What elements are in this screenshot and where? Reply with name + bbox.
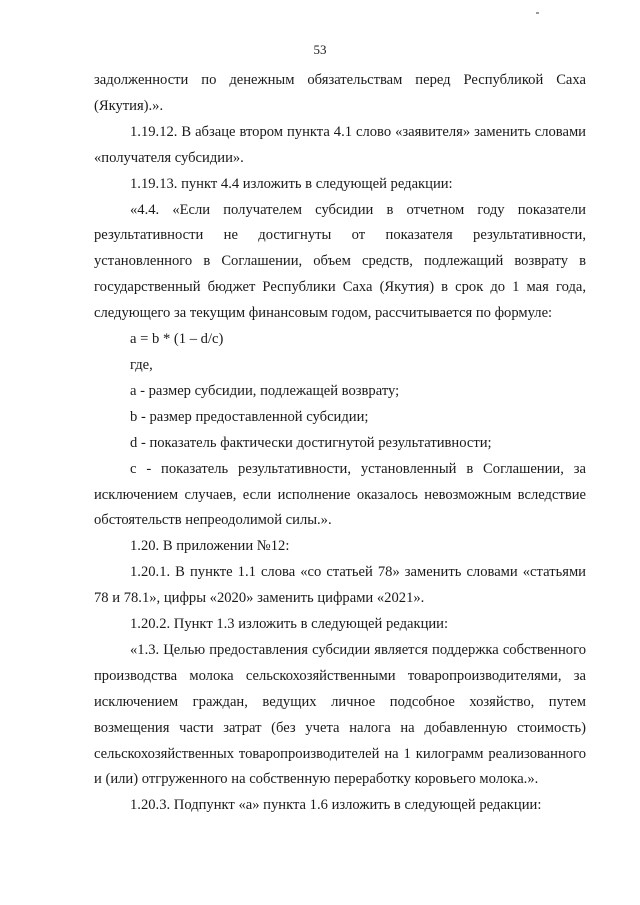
formula: а = b * (1 – d/c) xyxy=(130,331,224,348)
formula-where: где, xyxy=(130,356,153,373)
paragraph-1-20-2: 1.20.2. Пункт 1.3 изложить в следующей редакции: xyxy=(130,616,449,633)
formula-def-d: d - показатель фактически достигнутой результативности; xyxy=(130,434,492,451)
paragraph-1-20-1: 1.20.1. В пункте 1.1 слова «со статьей 78» заменить словами «статьями 78 и 78.1», цифры «2020» заменить цифрами «2021». xyxy=(94,564,586,607)
formula-def-c: с - показатель результативности, установленный в Соглашении, за исключением случаев, если исполнение оказалось невозможным вследствие обстоятельств непреодолимой силы.». xyxy=(94,460,586,529)
paragraph-1-20: 1.20. В приложении №12: xyxy=(130,538,290,555)
paragraph-1-19-13: 1.19.13. пункт 4.4 изложить в следующей редакции: xyxy=(130,175,453,192)
paragraph-1-20-3: 1.20.3. Подпункт «а» пункта 1.6 изложить в следующей редакции: xyxy=(130,797,542,814)
document-body xyxy=(94,68,586,819)
scan-artifact-mark xyxy=(536,12,539,14)
formula-def-a: а - размер субсидии, подлежащей возврату; xyxy=(130,382,400,399)
paragraph-debt-obligations: задолженности по денежным обязательствам перед Республикой Саха (Якутия).». xyxy=(94,72,586,114)
page-number: 53 xyxy=(313,42,327,57)
paragraph-4-4: «4.4. «Если получателем субсидии в отчетном году показатели результативности не достигнуты от показателя результативности, установленного в Соглашении, объем средств, подлежащий возврату в государственный бюджет Республики Саха (Якутия) в срок до 1 мая года, следующего за текущим финансовым годом, рассчитывается по формуле: xyxy=(94,201,586,322)
paragraph-1-19-12: 1.19.12. В абзаце втором пункта 4.1 слово «заявителя» заменить словами «получателя субсидии». xyxy=(94,123,586,166)
formula-def-b: b - размер предоставленной субсидии; xyxy=(130,408,369,425)
paragraph-1-3: «1.3. Целью предоставления субсидии является поддержка собственного производства молока сельскохозяйственными товаропроизводителями, за исключением граждан, ведущих личное подсобное хозяйство, путем возмещения части затрат (без учета налога на добавленную стоимость) сельскохозяйственных товаропроизводителей на 1 килограмм реализованного и (или) отгруженного на собственную переработку коровьего молока.». xyxy=(94,641,586,788)
